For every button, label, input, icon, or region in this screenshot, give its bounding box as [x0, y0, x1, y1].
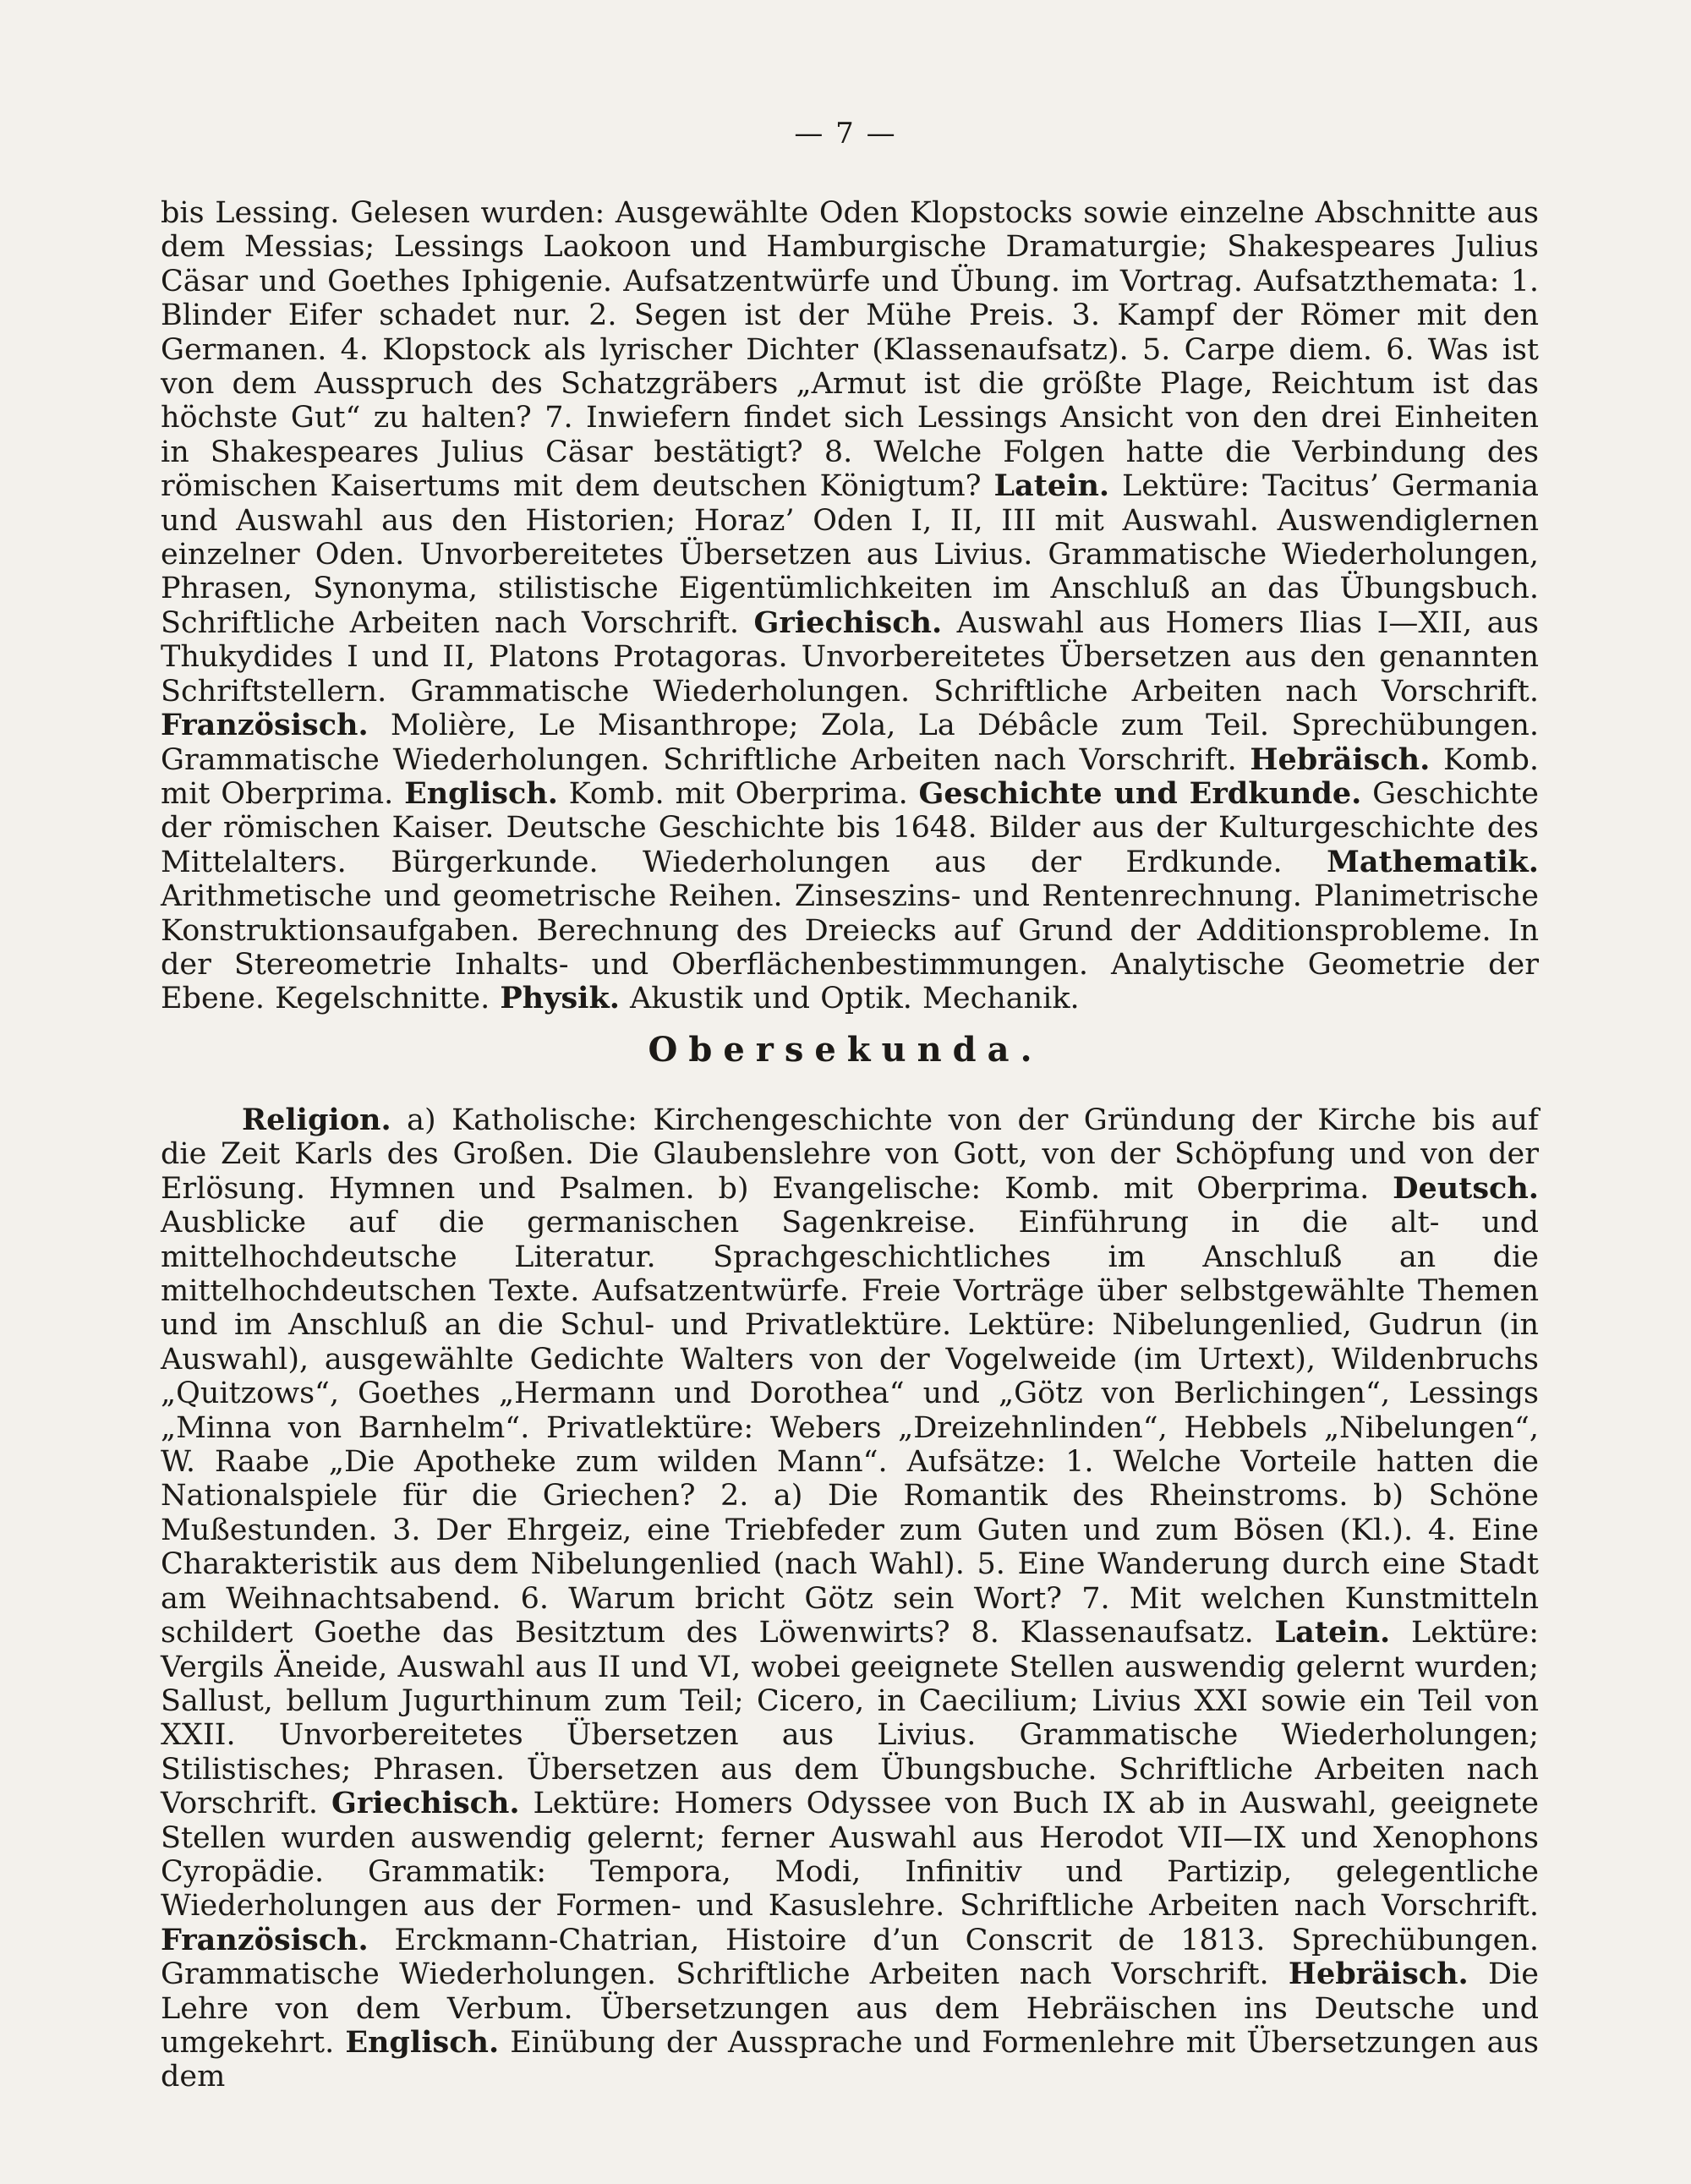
subject-englisch: Englisch.: [404, 775, 558, 811]
subject-hebraeisch: Hebräisch.: [1250, 742, 1431, 777]
text-run: bis Lessing. Gelesen wurden: Ausgewählte Oden Klopstocks sowie einzelne Abschnitte aus dem Messias; Lessings Laokoon und Hamburgische Dramaturgie; Shakespeares Julius Cäsar und Goethes Iphigenie. Aufsatzentwürfe und Übung. im Vortrag. Aufsatzthemata: 1. Blinder Eifer schadet nur. 2. Segen ist der Mühe Preis. 3. Kampf der Römer mit den Germanen. 4. Klopstock als lyrischer Dichter (Klassenaufsatz). 5. Carpe diem. 6. Was ist von dem Ausspruch des Schatzgräbers „Armut ist die größte Plage, Reichtum ist das höchste Gut“ zu halten? 7. Inwiefern findet sich Lessings Ansicht von den drei Einheiten in Shakespeares Julius Cäsar bestätigt? 8. Welche Folgen hatte die Verbindung des römischen Kaisertums mit dem deutschen Königtum?: [161, 196, 1539, 504]
text-run: Arithmetische und geometrische Reihen. Zinseszins- und Rentenrechnung. Planimetrische Konstruktionsaufgaben. Berechnung des Dreiecks auf Grund der Additionsprobleme. In der Stereometrie Inhalts- und Oberflächenbestimmungen. Analytische Geometrie der Ebene. Kegelschnitte.: [161, 879, 1539, 1016]
subject-latein: Latein.: [993, 468, 1110, 504]
text-run: Einübung der Aussprache und Formenlehre mit Übersetzungen aus dem: [161, 2025, 1539, 2094]
text-run: Molière, Le Misanthrope; Zola, La Débâcle zum Teil. Sprechübungen. Grammatische Wiederholungen. Schriftliche Arbeiten nach Vorschrift.: [161, 709, 1539, 777]
paragraph-unterprima-continued: [161, 196, 1539, 1016]
subject-religion: Religion.: [242, 1103, 391, 1137]
subject-geschichte-erdkunde: Geschichte und Erdkunde.: [918, 775, 1362, 811]
subject-latein: Latein.: [1274, 1615, 1391, 1650]
subject-griechisch: Griechisch.: [753, 605, 943, 640]
subject-franzoesisch: Französisch.: [161, 708, 369, 743]
text-run: Geschichte der römischen Kaiser. Deutsche Geschichte bis 1648. Bilder aus der Kulturgeschichte des Mittelalters. Bürgerkunde. Wiederholungen aus der Erdkunde.: [161, 776, 1539, 879]
subject-hebraeisch: Hebräisch.: [1288, 1957, 1469, 1992]
subject-franzoesisch: Französisch.: [161, 1922, 369, 1957]
text-run: a) Katholische: Kirchengeschichte von der Gründung der Kirche bis auf die Zeit Karls des Großen. Die Glaubenslehre von Gott, von der Schöpfung und von der Erlösung. Hymnen und Psalmen. b) Evangelische: Komb. mit Oberprima.: [161, 1103, 1539, 1206]
subject-deutsch: Deutsch.: [1393, 1170, 1539, 1206]
section-heading-obersekunda: Obersekunda.: [648, 1030, 1043, 1070]
text-run: Erckmann-Chatrian, Histoire d’un Conscrit de 1813. Sprechübungen. Grammatische Wiederholungen. Schriftliche Arbeiten nach Vorschrift.: [161, 1923, 1539, 1992]
paragraph-obersekunda: [161, 1103, 1539, 2094]
text-run: Lektüre: Vergils Äneide, Auswahl aus II und VI, wobei geeignete Stellen auswendig gelernt wurden; Sallust, bellum Jugurthinum zum Teil; Cicero, in Caecilium; Livius XXI sowie ein Teil von XXII. Unvorbereitetes Übersetzen aus Livius. Grammatische Wiederholungen; Stilistisches; Phrasen. Übersetzen aus dem Übungsbuche. Schriftliche Arbeiten nach Vorschrift.: [161, 1616, 1539, 1821]
subject-englisch: Englisch.: [345, 2024, 500, 2060]
text-run: Lektüre: Homers Odyssee von Buch IX ab in Auswahl, geeignete Stellen wurden auswendig gelernt; ferner Auswahl aus Herodot VII—IX und Xenophons Cyropädie. Grammatik: Tempora, Modi, Infinitiv und Partizip, gelegentliche Wiederholungen aus der Formen- und Kasuslehre. Schriftliche Arbeiten nach Vorschrift.: [161, 1787, 1539, 1924]
text-run: Akustik und Optik. Mechanik.: [619, 982, 1080, 1016]
text-run: Auswahl aus Homers Ilias I—XII, aus Thukydides I und II, Platons Protagoras. Unvorbereitetes Übersetzen aus den genannten Schriftstellern. Grammatische Wiederholungen. Schriftliche Arbeiten nach Vorschrift.: [161, 605, 1539, 709]
text-run: Komb. mit Oberprima.: [161, 742, 1539, 811]
subject-physik: Physik.: [500, 981, 620, 1016]
subject-mathematik: Mathematik.: [1327, 844, 1539, 879]
text-run: Ausblicke auf die germanischen Sagenkreise. Einführung in die alt- und mittelhochdeutsche Literatur. Sprachgeschichtliches im Anschluß an die mittelhochdeutschen Texte. Aufsatzentwürfe. Freie Vorträge über selbstgewählte Themen und im Anschluß an die Schul- und Privatlektüre. Lektüre: Nibelungenlied, Gudrun (in Auswahl), ausgewählte Gedichte Walters von der Vogelweide (im Urtext), Wildenbruchs „Quitzows“, Goethes „Hermann und Dorothea“ und „Götz von Berlichingen“, Lessings „Minna von Barnhelm“. Privatlektüre: Webers „Dreizehnlinden“, Hebbels „Nibelungen“, W. Raabe „Die Apotheke zum wilden Mann“. Aufsätze: 1. Welche Vorteile hatten die Nationalspiele für die Griechen? 2. a) Die Romantik des Rheinstroms. b) Schöne Mußestunden. 3. Der Ehrgeiz, eine Triebfeder zum Guten und zum Bösen (Kl.). 4. Eine Charakteristik aus dem Nibelungenlied (nach Wahl). 5. Eine Wanderung durch eine Stadt am Weihnachtsabend. 6. Warum bricht Götz sein Wort? 7. Mit welchen Kunstmitteln schildert Goethe das Besitztum des Löwenwirts? 8. Klassenaufsatz.: [161, 1206, 1539, 1650]
page-number: — 7 —: [794, 117, 897, 151]
text-run: Lektüre: Tacitus’ Germania und Auswahl aus den Historien; Horaz’ Oden I, II, III mit Auswahl. Auswendiglernen einzelner Oden. Unvorbereitetes Übersetzen aus Livius. Grammatische Wiederholungen, Phrasen, Synonyma, stilistische Eigentümlichkeiten im Anschluß an das Übungsbuch. Schriftliche Arbeiten nach Vorschrift.: [161, 469, 1539, 640]
text-run: Die Lehre von dem Verbum. Übersetzungen aus dem Hebräischen ins Deutsche und umgekehrt.: [161, 1957, 1539, 2060]
subject-griechisch: Griechisch.: [331, 1786, 520, 1821]
text-run: Komb. mit Oberprima.: [557, 776, 919, 811]
